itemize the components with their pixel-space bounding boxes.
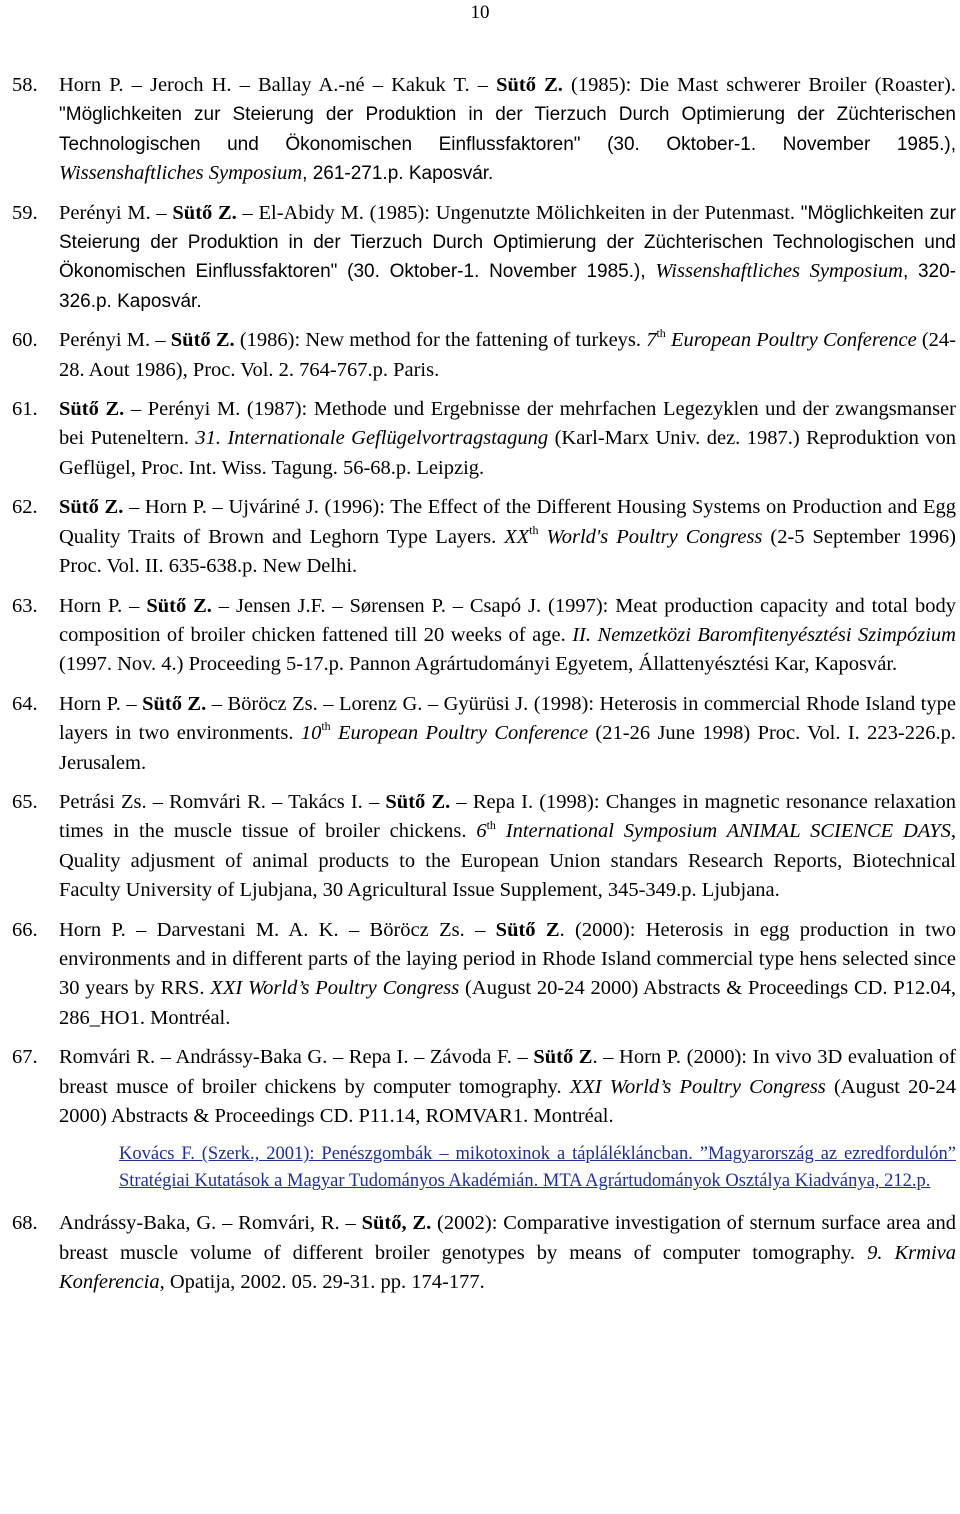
reference-text (59, 690, 956, 778)
citation-text: , 261-271.p. Kaposvár. (302, 163, 494, 185)
venue-title: XXI World’s Poultry Congress (569, 1075, 826, 1098)
citation-text: th (529, 522, 539, 537)
citation-text: , Opatija, 2002. 05. 29-31. pp. 174-177. (159, 1271, 485, 1294)
citation-text: Horn P. – (59, 692, 143, 715)
reference-number: 66. (12, 918, 38, 941)
reference-text (59, 788, 956, 906)
reference-list (12, 71, 956, 1308)
author-highlight: Sütő Z. (385, 790, 451, 813)
linked-citation[interactable] (119, 1141, 956, 1195)
reference-item (12, 71, 956, 189)
citation-text: th (486, 817, 496, 832)
venue-title: 7 (646, 329, 657, 352)
reference-item (12, 395, 956, 483)
author-highlight: Sütő Z. (59, 398, 125, 421)
reference-text (59, 1043, 956, 1131)
citation-text: Kovács F. (Szerk., 2001): Penészgombák – mikotoxinok a táplálékláncban. ”Magyarország az ezredfordulón” Stratégiai Kutatások a Magyar Tudományos Akadémián. MTA Agrártudományok Osztálya Kiadványa, 212.p. (119, 1144, 956, 1192)
author-highlight: Sütő Z. (172, 201, 237, 224)
venue-title: European Poultry Conference (665, 329, 917, 352)
venue-title: International Symposium ANIMAL SCIENCE DAYS (495, 820, 951, 843)
author-highlight: Sütő Z. (170, 329, 235, 352)
citation-text: Horn P. – Darvestani M. A. K. – Böröcz Zs. – (59, 918, 496, 941)
reference-item (12, 1209, 956, 1297)
citation-text: th (321, 719, 331, 734)
reference-text (59, 493, 956, 581)
venue-title: 9. Krmiva Konferencia (59, 1241, 956, 1294)
reference-item (12, 690, 956, 778)
reference-text (59, 71, 956, 189)
citation-text: (21-26 June 1998) Proc. Vol. I. 223-226.p. Jerusalem. (59, 722, 957, 774)
citation-text: – Böröcz Zs. – Lorenz G. – Gyürüsi J. (1998): Heterosis in commercial Rhode Island type layers in two environments. (59, 692, 956, 745)
reference-number: 67. (12, 1046, 38, 1069)
author-highlight: Sütő Z (533, 1046, 593, 1069)
author-highlight: Sütő Z. (496, 74, 563, 96)
citation-text: (24-28. Aout 1986), Proc. Vol. 2. 764-767.p. Paris. (59, 329, 957, 381)
reference-number: 60. (12, 329, 38, 352)
citation-text: Horn P. – (59, 594, 147, 617)
author-highlight: Sütő Z. (59, 496, 124, 519)
reference-number: 61. (12, 398, 38, 421)
reference-item (12, 493, 956, 581)
citation-text: – Jensen J.F. – Sørensen P. – Csapó J. (1997): Meat production capacity and total body composition of broiler chicken fattened till 20 weeks of age. (59, 594, 956, 646)
venue-title: XX (504, 525, 530, 548)
reference-number: 68. (12, 1212, 38, 1235)
citation-text: Perényi M. – (59, 201, 173, 224)
citation-text: Petrási Zs. – Romvári R. – Takács I. – (59, 790, 386, 813)
citation-text: "Möglichkeiten zur Steierung der Produktion in der Tierzuch Durch Optimierung der Züchterischen Technologischen und Ökonomischen Einflussfaktoren" (30. Oktober-1. November 1985.), (59, 104, 956, 155)
citation-text: (August 20-24 2000) Abstracts & Proceedings CD. P11.14, ROMVAR1. Montréal. (59, 1075, 956, 1127)
citation-text: (1997. Nov. 4.) Proceeding 5-17.p. Pannon Agrártudományi Egyetem, Állattenyésztési Kar, Kaposvár. (59, 653, 898, 676)
citation-text: Romvári R. – Andrássy-Baka G. – Repa I. – Závoda F. – (59, 1046, 534, 1069)
author-highlight: Sütő Z (495, 918, 560, 941)
venue-title: II. Nemzetközi Baromfitenyésztési Szimpózium (572, 623, 956, 646)
reference-number: 58. (12, 74, 38, 96)
citation-text: . – Horn P. (2000): In vivo 3D evaluation of breast musce of broiler chickens by computer tomography. (59, 1046, 956, 1098)
venue-title: 6 (476, 820, 487, 843)
citation-text: . (2000): Heterosis in egg production in two environments and in different parts of the laying period in Rhode Island commercial type hens selected since 30 years by RRS. (59, 918, 956, 1000)
reference-text (59, 916, 956, 1034)
reference-item (12, 1043, 956, 1131)
references-block-continued (12, 1209, 956, 1297)
venue-title: 10 (300, 722, 322, 745)
citation-text: Andrássy-Baka, G. – Romvári, R. – (59, 1212, 362, 1235)
author-highlight: Sütő Z. (142, 692, 207, 715)
citation-text: (1986): New method for the fattening of turkeys. (234, 329, 647, 352)
reference-item (12, 592, 956, 680)
reference-item (12, 199, 956, 317)
venue-title: Wissenshaftliches Symposium (655, 260, 903, 283)
citation-text: (August 20-24 2000) Abstracts & Proceedings CD. P12.04, 286_HO1. Montréal. (59, 977, 956, 1029)
reference-text (59, 395, 956, 483)
reference-text (59, 1209, 956, 1297)
citation-text: – El-Abidy M. (1985): Ungenutzte Mölichkeiten in der Putenmast. (236, 201, 801, 224)
citation-text: (2002): Comparative investigation of sternum surface area and breast muscle volume of different broiler genotypes by means of computer tomography. (59, 1212, 956, 1264)
venue-title: Wissenshaftliches Symposium (59, 162, 303, 185)
reference-number: 64. (12, 692, 38, 715)
citation-text: (2-5 September 1996) Proc. Vol. II. 635-638.p. New Delhi. (59, 525, 956, 578)
reference-text (59, 326, 956, 385)
citation-text: th (656, 326, 666, 341)
page-number: 10 (470, 2, 490, 23)
venue-title: XXI World’s Poultry Congress (210, 977, 460, 1000)
reference-number: 62. (12, 496, 38, 519)
venue-title: World's Poultry Congress (538, 525, 763, 548)
citation-text: , Quality adjusment of animal products to the European Union standars Research Reports, Biotechnical Faculty University of Ljubjana, 30 Agricultural Issue Supplement, 345-349.p. Ljubjana. (59, 820, 956, 902)
venue-title: European Poultry Conference (330, 722, 589, 745)
citation-text: Horn P. – Jeroch H. – Ballay A.-né – Kakuk T. – (59, 74, 497, 96)
author-highlight: Sütő Z. (146, 594, 212, 617)
reference-number: 59. (12, 201, 38, 224)
citation-text: – Perényi M. (1987): Methode und Ergebnisse der mehrfachen Legezyklen und der zwangsmanser bei Puteneltern. (59, 398, 956, 450)
reference-item (12, 326, 956, 385)
citation-text: – Horn P. – Ujváriné J. (1996): The Effect of the Different Housing Systems on Production and Egg Quality Traits of Brown and Leghorn Type Layers. (59, 496, 956, 548)
reference-number: 63. (12, 594, 38, 617)
citation-text: (1985): Die Mast schwerer Broiler (Roaster). (562, 74, 956, 96)
reference-item (12, 916, 956, 1034)
citation-text: , 320-326.p. Kaposvár. (59, 261, 956, 312)
citation-text: – Repa I. (1998): Changes in magnetic resonance relaxation times in the muscle tissue of broiler chickens. (59, 790, 956, 843)
author-highlight: Sütő, Z. (361, 1212, 432, 1235)
venue-title: 31. Internationale Geflügelvortragstagung (195, 427, 549, 450)
references-block (12, 71, 956, 1131)
citation-text: (Karl-Marx Univ. dez. 1987.) Reproduktion von Geflügel, Proc. Int. Wiss. Tagung. 56-68.p. Leipzig. (59, 427, 957, 479)
citation-text: "Möglichkeiten zur Steierung der Produktion in der Tierzuch Durch Optimierung der Züchterischen Technologischen und Ökonomischen Einflussfaktoren" (30. Oktober-1. November 1985.), (59, 202, 956, 283)
reference-item (12, 788, 956, 906)
citation-text: Perényi M. – (59, 329, 171, 352)
reference-number: 65. (12, 790, 38, 813)
reference-text (59, 592, 956, 680)
reference-text (59, 199, 956, 317)
